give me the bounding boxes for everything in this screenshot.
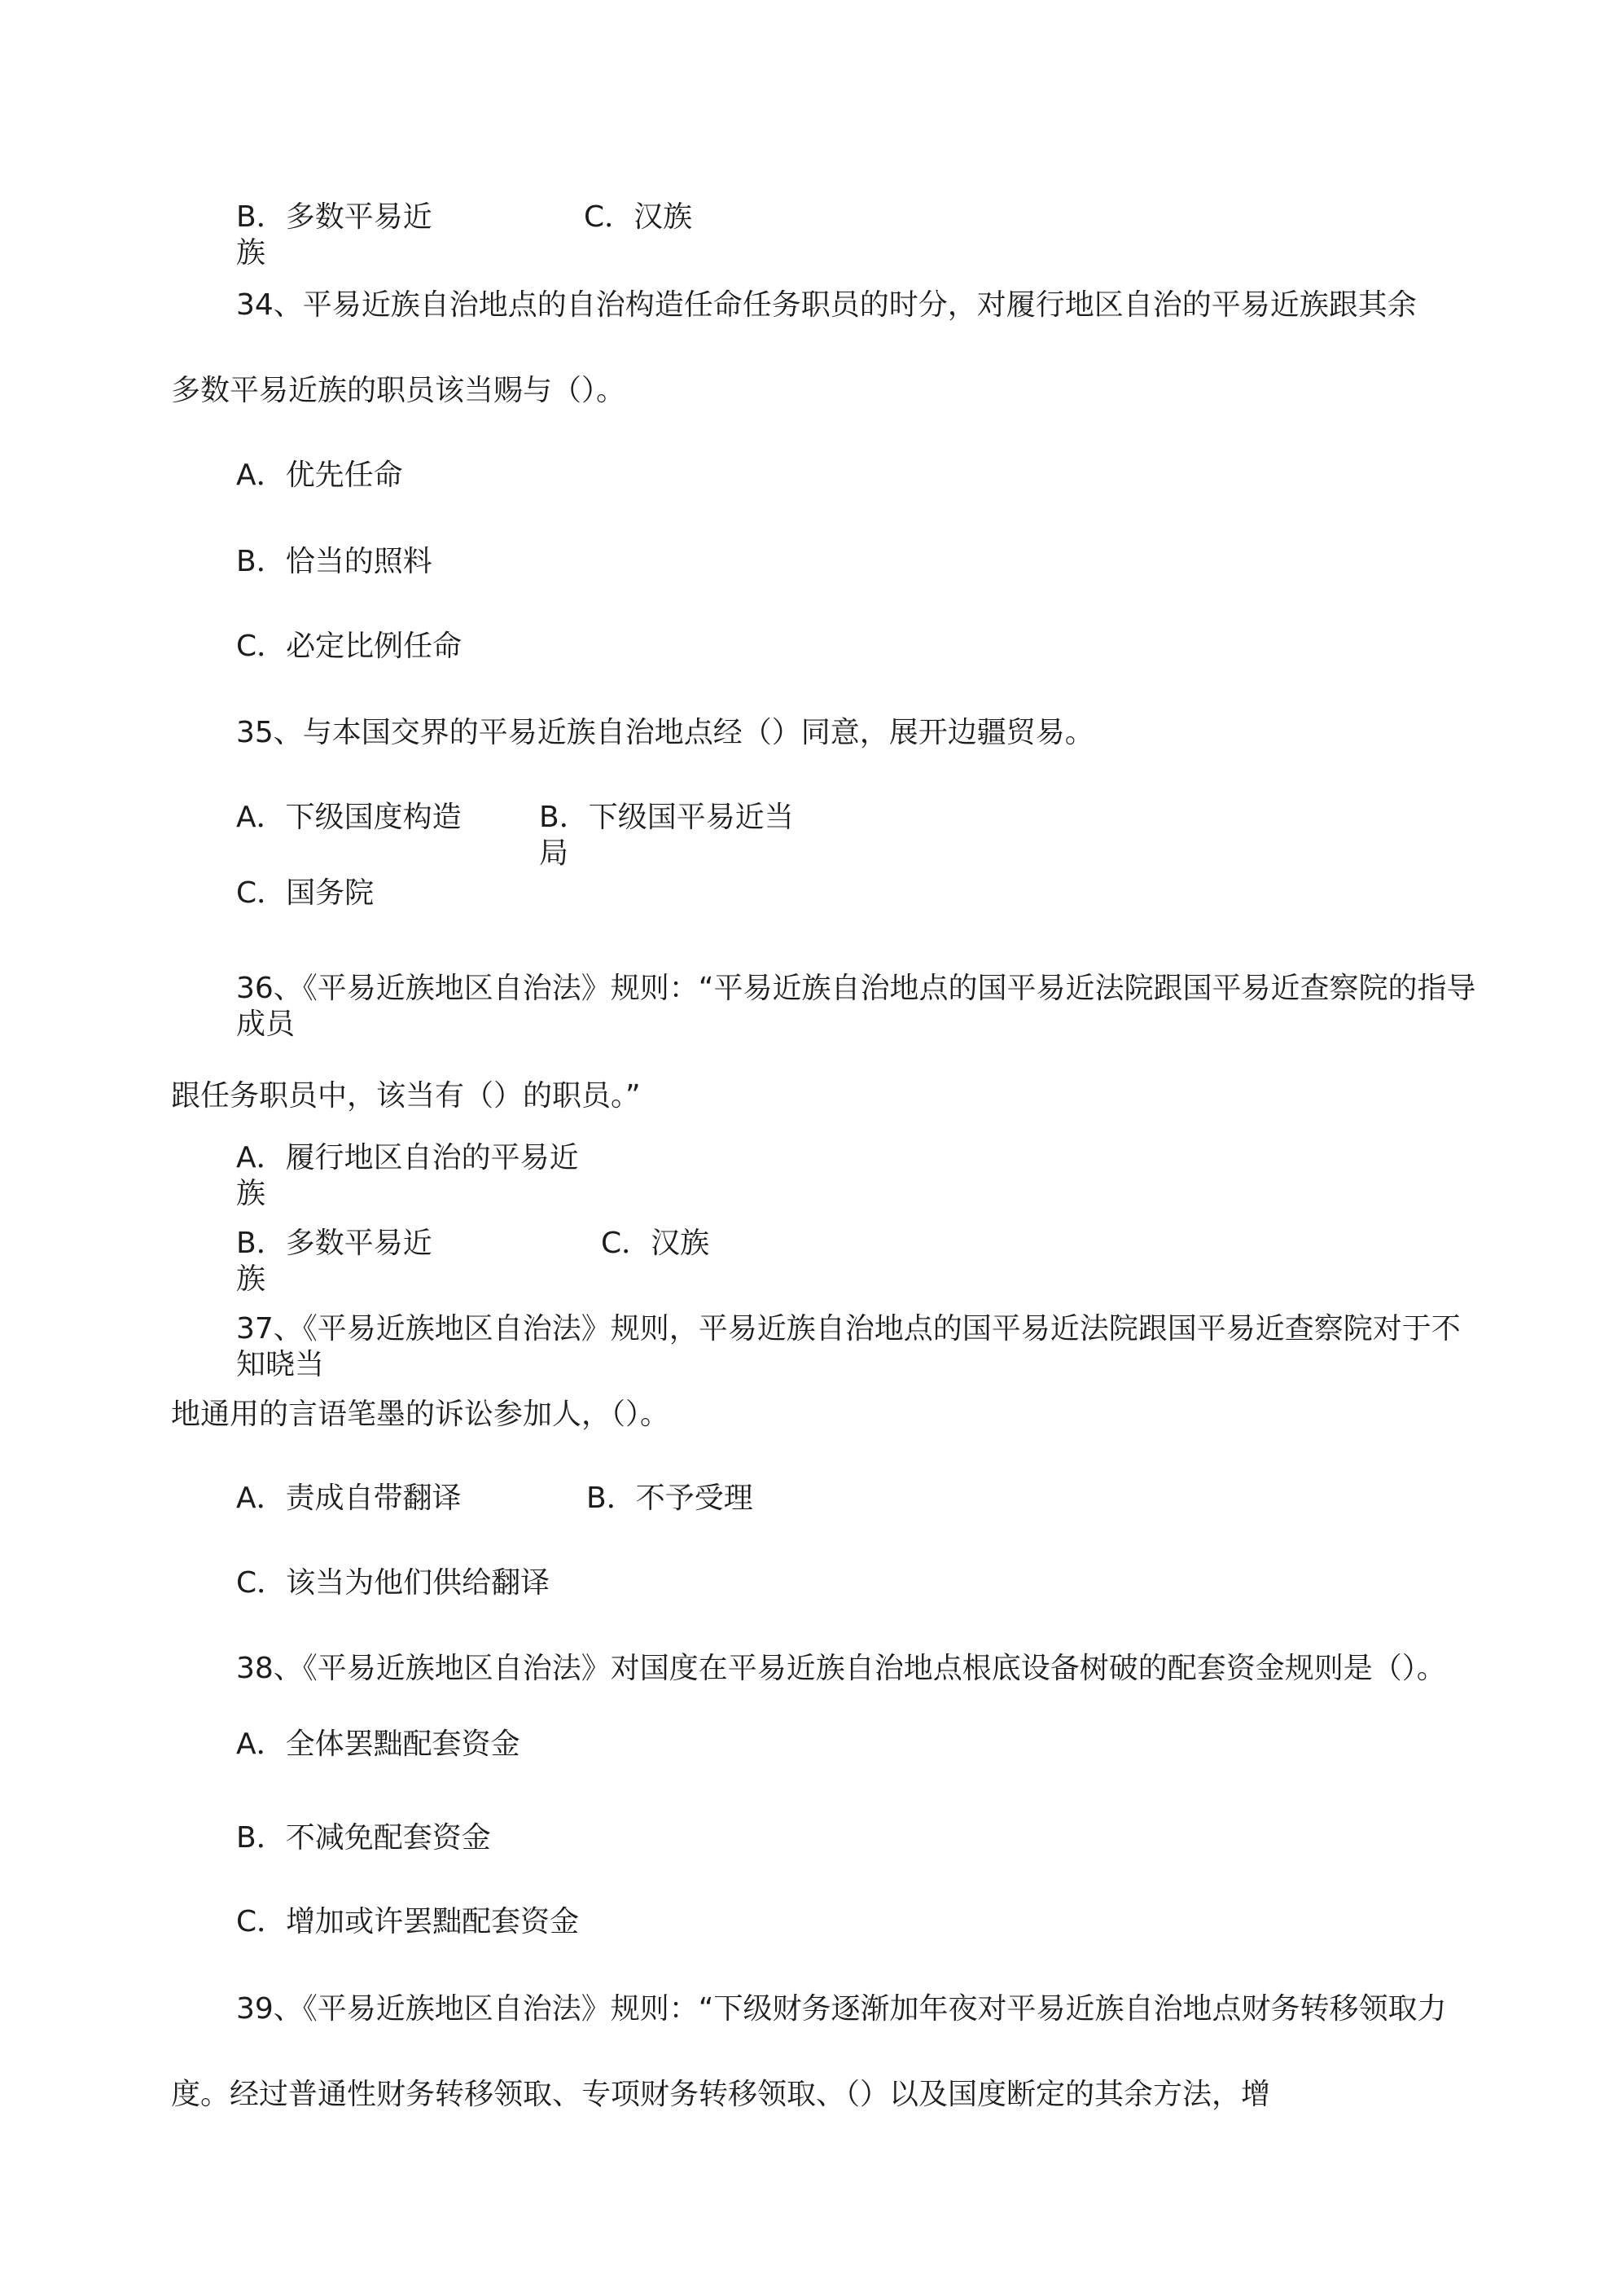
q35-option-c: C．国务院 [236, 876, 375, 910]
q37-stem-line2: 地通用的言语笔墨的诉讼参加人，（）。 [171, 1398, 670, 1431]
q39-stem-line1: 39、《平易近族地区自治法》规则：“下级财务逐渐加年夜对平易近族自治地点财务转移领取力 [236, 1992, 1447, 2026]
q34-option-b: B．恰当的照料 [236, 545, 432, 578]
q38-option-c: C．增加或许罢黜配套资金 [236, 1905, 580, 1938]
q33-option-b-line2: 族 [236, 236, 266, 270]
q37-stem-line1-wrap: 知晓当 [236, 1348, 325, 1381]
q36-stem-line1: 36、《平易近族地区自治法》规则：“平易近族自治地点的国平易近法院跟国平易近查察院的指导 [236, 972, 1476, 1005]
q38-option-a: A．全体罢黜配套资金 [236, 1727, 520, 1761]
q38-stem-line1: 38、《平易近族地区自治法》对国度在平易近族自治地点根底设备树破的配套资金规则是（）。 [236, 1652, 1446, 1685]
q33-option-b-line1: B．多数平易近 [236, 200, 432, 234]
q37-option-a: A．责成自带翻译 [236, 1482, 462, 1515]
q33-option-c: C．汉族 [584, 200, 693, 234]
q34-stem-line1: 34、平易近族自治地点的自治构造任命任务职员的时分，对履行地区自治的平易近族跟其余 [236, 288, 1417, 322]
q35-option-a: A．下级国度构造 [236, 801, 462, 834]
q36-stem-line1-wrap: 成员 [236, 1008, 296, 1041]
q35-option-b-line1: B．下级国平易近当 [539, 801, 794, 834]
q35-option-b-line2: 局 [539, 836, 569, 870]
q34-stem-line2: 多数平易近族的职员该当赐与（）。 [171, 374, 626, 407]
q39-stem-line2: 度。经过普通性财务转移领取、专项财务转移领取、（）以及国度断定的其余方法，增 [171, 2078, 1271, 2111]
q36-option-c: C．汉族 [601, 1227, 710, 1260]
q37-option-b: B．不予受理 [586, 1482, 753, 1515]
q36-option-a-line2: 族 [236, 1177, 266, 1210]
q36-option-b-line2: 族 [236, 1262, 266, 1296]
q36-stem-line2: 跟任务职员中，该当有（）的职员。” [171, 1079, 641, 1113]
q34-option-a: A．优先任命 [236, 459, 403, 492]
q38-option-b: B．不减免配套资金 [236, 1821, 491, 1855]
q35-stem-line1: 35、与本国交界的平易近族自治地点经（）同意，展开边疆贸易。 [236, 716, 1094, 749]
q37-stem-line1: 37、《平易近族地区自治法》规则，平易近族自治地点的国平易近法院跟国平易近查察院对于不 [236, 1312, 1461, 1346]
q36-option-b-line1: B．多数平易近 [236, 1227, 432, 1260]
q36-option-a-line1: A．履行地区自治的平易近 [236, 1141, 579, 1174]
q37-option-c: C．该当为他们供给翻译 [236, 1566, 550, 1600]
q34-option-c: C．必定比例任命 [236, 630, 462, 663]
